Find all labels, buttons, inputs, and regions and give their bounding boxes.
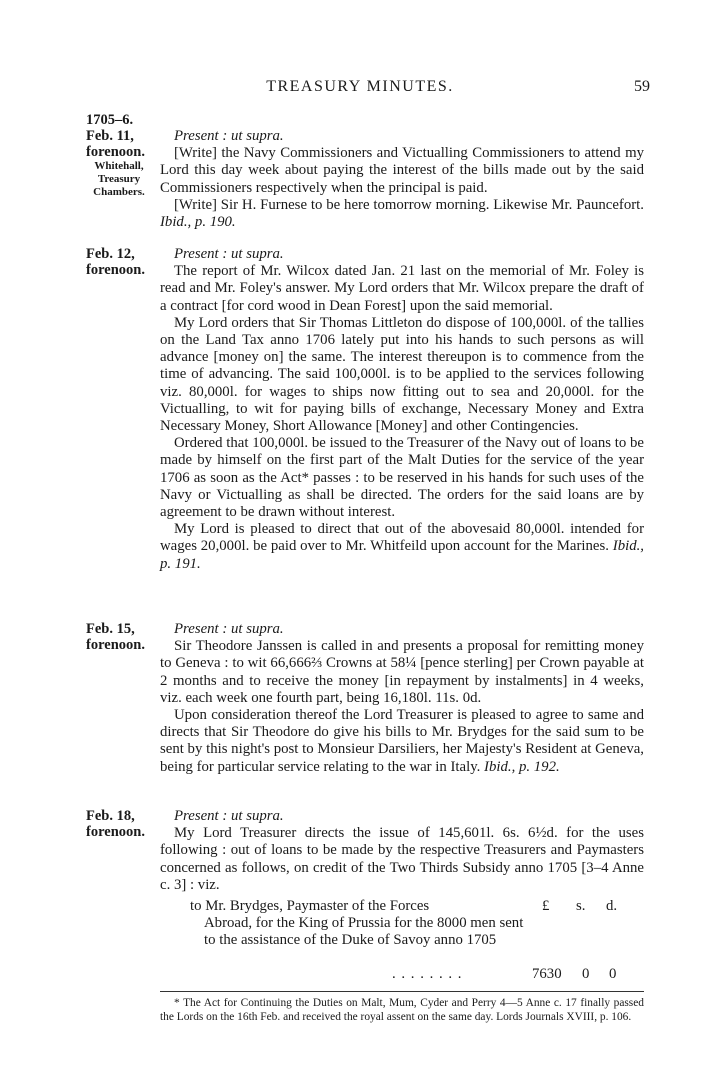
paragraph: [Write] the Navy Commissioners and Victualling Commissioners to attend my Lord this day week about paying the interest of the bills made out by the said Commissioners respectively when the principal is paid.	[160, 145, 644, 196]
page-title: TREASURY MINUTES.	[266, 78, 454, 95]
page-number: 59	[634, 78, 650, 95]
margin-place: Whitehall,	[94, 160, 144, 172]
paragraph: [Write] Sir H. Furnese to be here tomorrow morning. Likewise Mr. Pauncefort. Ibid., p. 190.	[160, 196, 644, 231]
paragraph: The report of Mr. Wilcox dated Jan. 21 last on the memorial of Mr. Foley is read and Mr. Foley's answer. My Lord orders that Mr. Wilcox prepare the draft of a contract [for cord wood in Dean Forest] upon the said memorial.	[160, 263, 644, 314]
margin-note	[86, 621, 160, 653]
footnote-rule	[160, 991, 644, 992]
paragraph: Sir Theodore Janssen is called in and presents a proposal for remitting money to Geneva : to wit 66,666⅔ Crowns at 58¼ [pence sterling] per Crown payable at 2 months and to receive the money [in repayment by instalments] in 4 weeks, viz. each week one fourth part, being 16,180l. 11s. 0d.	[160, 638, 644, 706]
column-head-shillings: s.	[576, 898, 586, 915]
amount-pounds: 7630	[532, 966, 562, 983]
paragraph: Ordered that 100,000l. be issued to the Treasurer of the Navy out of loans to be made by himself on the first part of the Malt Duties for the service of the year 1706 as soon as the Act* passes : to be reserved in his hands for such uses of the Navy or Victualling as shall be directed. The orders for the said loans are by agreement to be drawn without interest.	[160, 435, 644, 521]
margin-time: forenoon.	[86, 262, 145, 278]
margin-year: 1705–6.	[86, 112, 134, 128]
ledger-description: to Mr. Brydges, Paymaster of the Forces Abroad, for the King of Prussia for the 8000 men sent to the assistance of the Duke of Savoy anno 1705	[190, 898, 524, 949]
margin-note	[86, 246, 160, 278]
amount-shillings: 0	[582, 966, 590, 983]
margin-date: Feb. 12,	[86, 246, 135, 262]
present-line: Present : ut supra.	[174, 621, 284, 637]
amount-pence: 0	[609, 966, 617, 983]
entry-body	[160, 128, 644, 231]
margin-note	[86, 112, 160, 199]
margin-date: Feb. 11,	[86, 128, 134, 144]
margin-place: Chambers.	[93, 186, 145, 198]
ledger-row	[160, 898, 644, 986]
dot-leader: . . . . . . . .	[392, 966, 463, 983]
margin-place: Treasury	[97, 173, 141, 185]
present-line: Present : ut supra.	[174, 128, 284, 144]
column-head-pence: d.	[606, 898, 618, 915]
present-line: Present : ut supra.	[174, 246, 284, 262]
margin-date: Feb. 15,	[86, 621, 135, 637]
column-head-pounds: £	[542, 898, 550, 915]
paragraph: Upon consideration thereof the Lord Treasurer is pleased to agree to same and directs that Sir Theodore do give his bills to Mr. Brydges for the said sum to be sent by this night's post to Monsieur Darsiliers, her Majesty's Resident at Geneva, being for particular service relating to the war in Italy. Ibid., p. 192.	[160, 707, 644, 775]
margin-time: forenoon.	[86, 144, 145, 160]
entry-body	[160, 621, 644, 776]
margin-time: forenoon.	[86, 637, 145, 653]
margin-note	[86, 808, 160, 840]
ibid-reference: Ibid., p. 191.	[160, 538, 644, 572]
ibid-reference: Ibid., p. 190.	[160, 214, 236, 231]
paragraph: My Lord orders that Sir Thomas Littleton do dispose of 100,000l. of the tallies on the Land Tax anno 1706 lately put into his hands to such persons as will advance [money on] the same. The interest thereupon is to commence from the time of advancing. The said 100,000l. is to be applied to the services following viz. 80,000l. for wages to ships now fitting out to sea and 20,000l. for the Victualling, to wit for paying bills of exchange, Necessary Money and Extra Necessary Money, Short Allowance [Money] and other Contingencies.	[160, 314, 644, 435]
paragraph: My Lord is pleased to direct that out of the abovesaid 80,000l. intended for wages 20,000l. be paid over to Mr. Whitfeild upon account for the Marines. Ibid., p. 191.	[160, 521, 644, 572]
running-head	[0, 78, 720, 100]
present-line: Present : ut supra.	[174, 808, 284, 824]
footnote: * The Act for Continuing the Duties on Malt, Mum, Cyder and Perry 4—5 Anne c. 17 finally passed the Lords on the 16th Feb. and received the royal assent on the same day. Lords Journals XVIII, p. 106.	[160, 997, 644, 1023]
entry-body	[160, 246, 644, 573]
margin-date: Feb. 18,	[86, 808, 135, 824]
entry-body	[160, 808, 644, 986]
ibid-reference: Ibid., p. 192.	[484, 758, 560, 775]
margin-time: forenoon.	[86, 824, 145, 840]
paragraph: My Lord Treasurer directs the issue of 145,601l. 6s. 6½d. for the uses following : out of loans to be made by the respective Treasurers and Paymasters concerned as follows, on credit of the Two Thirds Subsidy anno 1705 [3–4 Anne c. 3] : viz.	[160, 825, 644, 893]
